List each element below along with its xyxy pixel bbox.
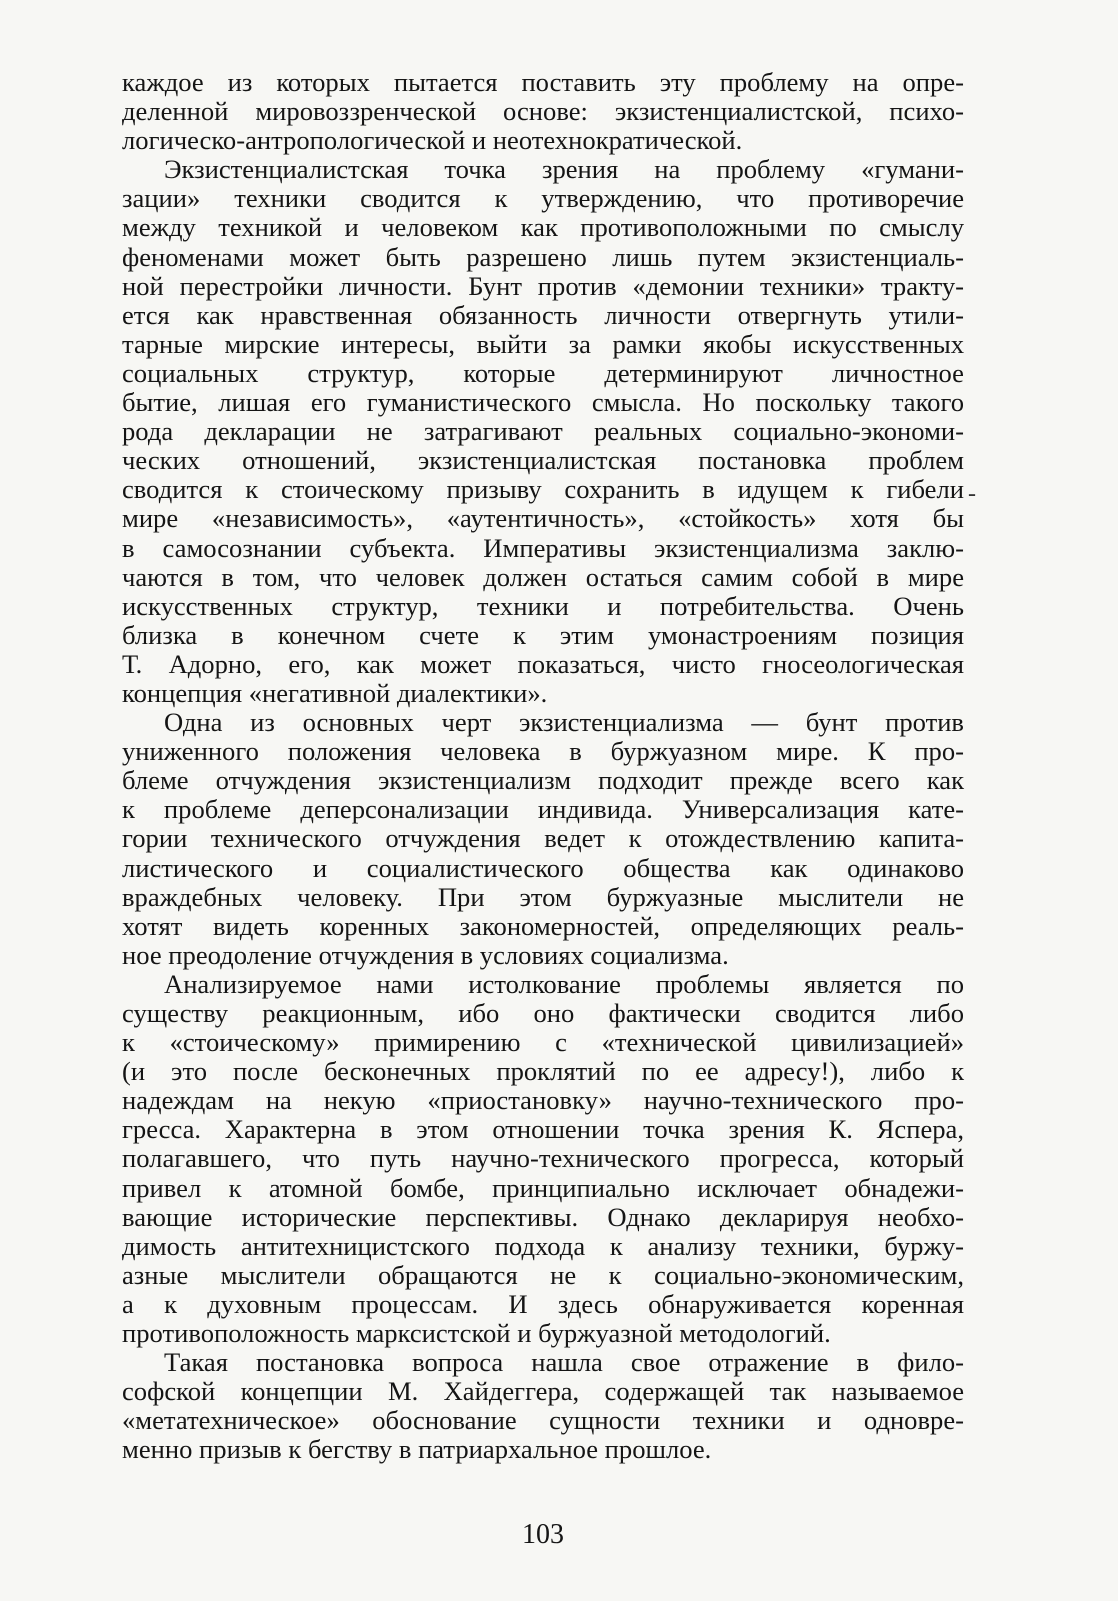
text-line: концепция «негативной диалектики». bbox=[122, 677, 548, 708]
text-line: ется как нравственная обязанность личности отвергнуть утили- bbox=[122, 299, 964, 330]
paragraph-start-line: Одна из основных черт экзистенциализма — бунт против bbox=[164, 707, 964, 738]
text-line: сводится к стоическому призыву сохранить в идущем к гибели bbox=[122, 474, 964, 505]
text-line: привел к атомной бомбе, принципиально исключает обнадежи- bbox=[122, 1172, 964, 1203]
text-line: хотят видеть коренных закономерностей, определяющих реаль- bbox=[122, 910, 964, 941]
text-line: ческих отношений, экзистенциалистская постановка проблем bbox=[122, 445, 964, 476]
margin-dash-mark: - bbox=[968, 481, 976, 507]
text-line: димость антитехницистского подхода к анализу техники, буржу- bbox=[122, 1230, 964, 1261]
text-line: логическо-антропологической и неотехнократической. bbox=[122, 125, 743, 156]
paragraph-start-line: Анализируемое нами истолкование проблемы является по bbox=[164, 968, 964, 999]
paragraph-start-line: Экзистенциалистская точка зрения на проблему «гумани- bbox=[164, 154, 964, 185]
text-line: социальных структур, которые детерминируют личностное bbox=[122, 357, 964, 388]
text-line: бытие, лишая его гуманистического смысла. Но поскольку такого bbox=[122, 387, 964, 418]
text-line: рода декларации не затрагивают реальных социально-экономи- bbox=[122, 416, 964, 447]
text-line: ное преодоление отчуждения в условиях социализма. bbox=[122, 939, 729, 970]
text-line: между техникой и человеком как противоположными по смыслу bbox=[122, 212, 964, 243]
text-line: Т. Адорно, его, как может показаться, чисто гносеологическая bbox=[122, 648, 964, 679]
text-line: враждебных человеку. При этом буржуазные мыслители не bbox=[122, 881, 964, 912]
text-line: зации» техники сводится к утверждению, что противоречие bbox=[122, 183, 964, 214]
text-line: к «стоическому» примирению с «технической цивилизацией» bbox=[122, 1027, 964, 1058]
text-line: азные мыслители обращаются не к социально-экономическим, bbox=[122, 1259, 964, 1290]
text-line: менно призыв к бегству в патриархальное прошлое. bbox=[122, 1434, 712, 1465]
text-line: мире «независимость», «аутентичность», «стойкость» хотя бы bbox=[122, 503, 964, 534]
text-line: (и это после бесконечных проклятий по ее адресу!), либо к bbox=[122, 1056, 964, 1087]
text-line: существу реакционным, ибо оно фактически сводится либо bbox=[122, 998, 964, 1028]
document-page bbox=[122, 67, 964, 1550]
text-line: софской концепции М. Хайдеггера, содержащей так называемое bbox=[122, 1376, 964, 1407]
text-line: а к духовным процессам. И здесь обнаруживается коренная bbox=[122, 1288, 964, 1319]
text-line: гресса. Характерна в этом отношении точка зрения К. Яспера, bbox=[122, 1114, 964, 1145]
text-line: вающие исторические перспективы. Однако декларируя необхо- bbox=[122, 1201, 964, 1232]
text-line: близка в конечном счете к этим умонастроениям позиция bbox=[122, 619, 964, 650]
paragraph-start-line: Такая постановка вопроса нашла свое отражение в фило- bbox=[164, 1347, 964, 1378]
text-line: феноменами может быть разрешено лишь путем экзистенциаль- bbox=[122, 241, 964, 272]
text-line: полагавшего, что путь научно-технического прогресса, который bbox=[122, 1143, 964, 1174]
text-line: к проблеме деперсонализации индивида. Универсализация кате- bbox=[122, 794, 964, 825]
text-line: искусственных структур, техники и потребительства. Очень bbox=[122, 590, 964, 621]
text-line: «метатехническое» обоснование сущности техники и одновре- bbox=[122, 1405, 964, 1436]
text-line: листического и социалистического общества как одинаково bbox=[122, 852, 964, 883]
text-line: в самосознании субъекта. Императивы экзистенциализма заклю- bbox=[122, 532, 964, 563]
text-line: ной перестройки личности. Бунт против «демонии техники» тракту- bbox=[122, 270, 964, 301]
page-number: 103 bbox=[522, 1519, 564, 1550]
body-text bbox=[122, 68, 964, 1465]
text-line: чаются в том, что человек должен остаться самим собой в мире bbox=[122, 561, 964, 592]
text-line: надеждам на некую «приостановку» научно-технического про- bbox=[122, 1085, 964, 1116]
text-line: тарные мирские интересы, выйти за рамки якобы искусственных bbox=[122, 328, 964, 359]
text-line: униженного положения человека в буржуазном мире. К про- bbox=[122, 736, 964, 767]
text-line: каждое из которых пытается поставить эту проблему на опре- bbox=[122, 67, 964, 97]
text-line: деленной мировоззренческой основе: экзистенциалистской, психо- bbox=[122, 96, 964, 127]
text-line: противоположность марксистской и буржуазной методологий. bbox=[122, 1318, 831, 1349]
text-line: блеме отчуждения экзистенциализм подходит прежде всего как bbox=[122, 765, 964, 796]
text-line: гории технического отчуждения ведет к отождествлению капита- bbox=[122, 823, 964, 854]
